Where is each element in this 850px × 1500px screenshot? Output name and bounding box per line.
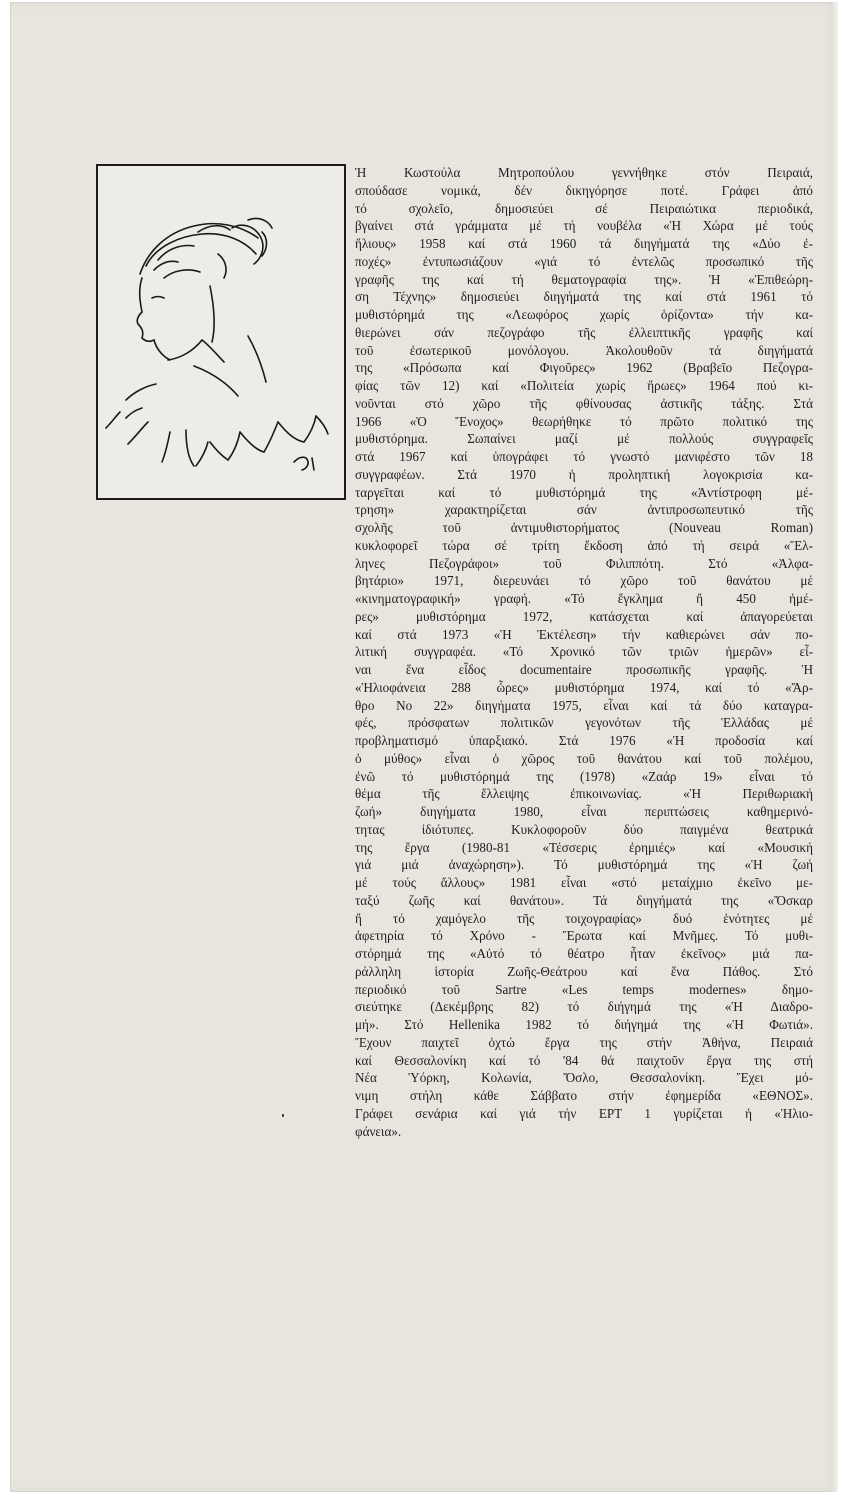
- bio-line: ρες» μυθιστόρημα 1972, κατάσχεται καί ἀπαγορεύεται: [355, 608, 813, 624]
- bio-line: ση Τέχνης» δημοσιεύει διηγήματά της καί στά 1961 τό: [355, 289, 813, 305]
- bio-line: σιεύτηκε (Δεκέμβρης 82) τό διήγημά της «Ἡ Διαδρο-: [355, 999, 813, 1015]
- bio-line: στόρημά της «Αὐτό τό θέατρο ἦταν ἐκεῖνος» μιά πα-: [355, 946, 813, 961]
- paper-speck: [282, 1114, 284, 1117]
- bio-line: τρηση» χαρακτηρίζεται σάν ἀντιπροσωπευτικό τῆς: [355, 502, 813, 518]
- bio-line: φάνεια».: [355, 1123, 402, 1139]
- bio-line: κυκλοφορεῖ τώρα σέ τρίτη ἔκδοση ἀπό τή σειρά «Ἕλ-: [355, 537, 813, 553]
- author-portrait-sketch-icon: [98, 166, 344, 498]
- bio-line: ἤ τό χαμόγελο τῆς τοιχογραφίας» δυό ἑνότητες μέ: [355, 910, 813, 926]
- bio-line: μυθιστόρημα. Σωπαίνει μαζί μέ πολλούς συγγραφεῖς: [355, 431, 813, 447]
- bio-line: ἥλιους» 1958 καί στά 1960 τά διηγήματά της «Δύο ἐ-: [355, 236, 813, 251]
- cover-edge: [832, 2, 838, 1492]
- bio-line: τό σχολεῖο, δημοσιεύει σέ Πειραιώτικα περιοδικά,: [355, 200, 813, 216]
- author-portrait-frame: [96, 164, 346, 500]
- bio-line: Νέα Ὑόρκη, Κολωνία, Ὄσλο, Θεσσαλονίκη. Ἔχει μό-: [355, 1070, 813, 1086]
- bio-line: βητάριο» 1971, διερευνάει τό χῶρο τοῦ θανάτου μέ: [355, 573, 813, 589]
- bio-line: 1966 «Ὁ Ἔνοχος» θεωρήθηκε τό πρῶτο πολιτικό της: [355, 413, 813, 429]
- bio-line: ἐνῶ τό μυθιστόρημά της (1978) «Ζαάρ 19» εἶναι τό: [355, 768, 813, 784]
- bio-line: νιμη στήλη κάθε Σάββατο στήν ἐφημερίδα «ΕΘΝΟΣ».: [355, 1088, 813, 1103]
- bio-line: ναι ἕνα εἶδος documentaire προσωπικῆς γραφῆς. Ἡ: [355, 662, 813, 677]
- bio-line: γιά μιά ἀναχώρηση»). Τό μυθιστόρημά της «Ἡ ζωή: [355, 857, 813, 873]
- bio-line: ληνες Πεζογράφοι» τοῦ Φιλιππότη. Στό «Ἀλφα-: [355, 555, 813, 571]
- bio-line: της ἔργα (1980-81 «Τέσσερις ἐρημιές» καί «Μουσική: [355, 839, 813, 855]
- bio-line: γραφῆς της καί τή θεματογραφία της». Ἡ «Ἐπιθεώρη-: [355, 271, 813, 287]
- bio-line: μυθιστόρημά της «Λεωφόρος χωρίς ὁρίζοντα» τήν κα-: [355, 307, 813, 322]
- bio-line: φίας τῶν 12) καί «Πολιτεία χωρίς ἥρωες» 1964 πού κι-: [355, 378, 813, 393]
- bio-line: λιτική συγγραφέα. «Τό Χρονικό τῶν τριῶν ἡμερῶν» εἶ-: [355, 644, 813, 660]
- bio-line: Ἔχουν παιχτεῖ ὀχτώ ἔργα της στήν Ἀθήνα, Πειραιά: [355, 1034, 813, 1050]
- bio-line: φές, πρόσφατων πολιτικῶν γεγονότων τῆς Ἑλλάδας μέ: [355, 715, 813, 731]
- bio-line: θρο Νο 22» διηγήματα 1975, εἶναι καί τά δύο καταγρα-: [355, 697, 813, 713]
- bio-line: σπούδασε νομικά, δέν δικηγόρησε ποτέ. Γράφει ἀπό: [355, 182, 813, 198]
- bio-line: τητας ἰδιότυπες. Κυκλοφοροῦν δύο παιγμένα θεατρικά: [355, 821, 813, 837]
- author-biography-text: [355, 164, 813, 1140]
- bio-line: ταργεῖται καί τό μυθιστόρημά της «Ἀντίστροφη μέ-: [355, 484, 813, 500]
- bio-line: «κινηματογραφική» γραφή. «Τό ἔγκλημα ἤ 450 ἡμέ-: [355, 591, 813, 606]
- bio-line: ταξύ ζωῆς καί θανάτου». Τά διηγήματά της «Ὄσκαρ: [355, 892, 813, 908]
- bio-line: ὁ μύθος» εἶναι ὁ χῶρος τοῦ θανάτου καί τοῦ πολέμου,: [355, 750, 813, 766]
- bio-line: συγγραφέων. Στά 1970 ἡ προληπτική λογοκρισία κα-: [355, 466, 813, 482]
- bio-line: καί στά 1973 «Ἡ Ἐκτέλεση» τήν καθιερώνει σάν πο-: [355, 626, 813, 642]
- bio-line: ἀφετηρία τό Χρόνο - Ἔρωτα καί Μνῆμες. Τό μυθι-: [355, 928, 813, 944]
- bio-line: ζωή» διηγήματα 1980, εἶναι περιπτώσεις καθημερινό-: [355, 804, 813, 819]
- bio-line: νοῦνται στό χῶρο τῆς φθίνουσας ἀστικῆς τάξης. Στά: [355, 395, 813, 411]
- bio-line: βγαίνει στά γράμματα μέ τή νουβέλα «Ἡ Χώρα μέ τούς: [355, 218, 813, 234]
- bio-line: μή». Στό Hellenika 1982 τό διήγημά της «Ἡ Φωτιά».: [355, 1017, 813, 1032]
- bio-line: σχολῆς τοῦ ἀντιμυθιστορήματος (Nouveau Roman): [355, 520, 813, 535]
- bio-line: «Ἡλιοφάνεια 288 ὧρες» μυθιστόρημα 1974, καί τό «Ἄρ-: [355, 679, 813, 695]
- bio-line: ποχές» ἐντυπωσιάζουν «γιά τό ἐντελῶς προσωπικό τῆς: [355, 253, 813, 269]
- bio-line: περιοδικό τοῦ Sartre «Les temps modernes» δημο-: [355, 981, 813, 997]
- bio-line: θιερώνει σάν πεζογράφο τῆς ἐλλειπτικῆς γραφῆς καί: [355, 324, 813, 340]
- bio-line: Γράφει σενάρια καί γιά τήν ΕΡΤ 1 γυρίζεται ἡ «Ἡλιο-: [355, 1105, 813, 1121]
- bio-line: Ἡ Κωστούλα Μητροπούλου γεννήθηκε στόν Πειραιά,: [355, 165, 813, 180]
- bio-line: προβληματισμό ὑπαρξιακό. Στά 1976 «Ἡ προδοσία καί: [355, 733, 813, 748]
- bio-line: μέ τούς ἄλλους» 1981 εἶναι «στό μεταίχμιο ἐκεῖνο με-: [355, 875, 813, 890]
- bio-line: καί Θεσσαλονίκη καί τό '84 θά παιχτοῦν ἔργα της στή: [355, 1052, 813, 1068]
- bio-line: στά 1967 καί ὑπογράφει τό γνωστό μανιφέστο τῶν 18: [355, 449, 813, 464]
- bio-line: της «Πρόσωπα καί Φιγοῦρες» 1962 (Βραβεῖο Πεζογρα-: [355, 360, 813, 376]
- bio-line: θέμα τῆς ἔλλειψης ἐπικοινωνίας. «Ἡ Περιθωριακή: [355, 786, 813, 802]
- bio-line: τοῦ ἐσωτερικοῦ μονόλογου. Ἀκολουθοῦν τά διηγήματά: [355, 342, 813, 358]
- bio-line: ράλληλη ἱστορία Ζωῆς-Θεάτρου καί ἕνα Πάθος. Στό: [355, 963, 813, 979]
